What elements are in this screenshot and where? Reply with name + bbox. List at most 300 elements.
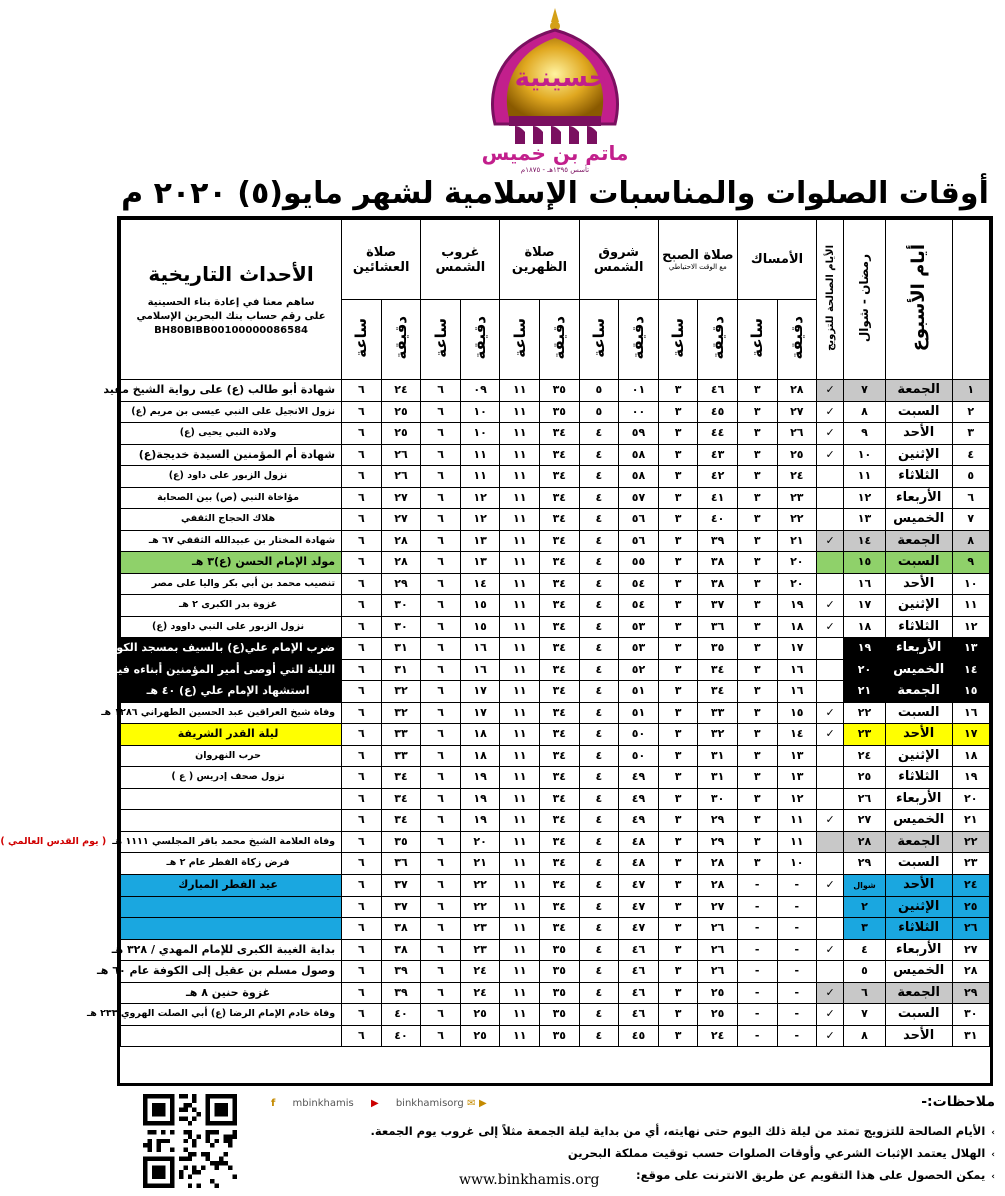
- sunrise-hour: ٤: [579, 1004, 619, 1026]
- sunrise-hour: ٤: [579, 509, 619, 531]
- marriage-mark: ✓: [817, 444, 844, 466]
- sunset-hour: ٦: [421, 509, 461, 531]
- isha-minute: ٣٩: [381, 961, 421, 983]
- isha-minute: ٣٩: [381, 982, 421, 1004]
- day-name: الجمعة: [885, 380, 952, 402]
- isha-minute: ٣٥: [381, 831, 421, 853]
- table-row: [121, 401, 990, 423]
- isha-minute: ٢٦: [381, 466, 421, 488]
- sunrise-hour: ٤: [579, 1025, 619, 1047]
- fajr-minute: ٤٢: [698, 466, 738, 488]
- imsak-hour: -: [737, 1004, 777, 1026]
- imsak-hour: ٣: [737, 788, 777, 810]
- sunset-minute: ٢٤: [460, 961, 500, 983]
- marriage-mark: [817, 961, 844, 983]
- day-name: الخميس: [885, 509, 952, 531]
- sunrise-hour: ٤: [579, 918, 619, 940]
- hijri-date: ١٧: [844, 595, 886, 617]
- row-number: ٧: [952, 509, 990, 531]
- header-imsak: الأمساك: [737, 220, 816, 300]
- isha-hour: ٦: [342, 724, 382, 746]
- dhuhr-minute: ٣٥: [540, 1025, 580, 1047]
- hijri-date: ٢: [844, 896, 886, 918]
- fajr-minute: ٣٨: [698, 552, 738, 574]
- sunrise-minute: ٥٥: [619, 552, 659, 574]
- sunrise-hour: ٤: [579, 874, 619, 896]
- day-name: الإثنين: [885, 444, 952, 466]
- sunrise-minute: ٤٥: [619, 1025, 659, 1047]
- sunset-hour: ٦: [421, 767, 461, 789]
- isha-hour: ٦: [342, 810, 382, 832]
- fajr-hour: ٣: [658, 380, 698, 402]
- sunset-minute: ١٩: [460, 810, 500, 832]
- table-row: [121, 831, 990, 853]
- dhuhr-minute: ٣٤: [540, 616, 580, 638]
- dhuhr-hour: ١١: [500, 681, 540, 703]
- fajr-minute: ٢٦: [698, 939, 738, 961]
- table-row: [121, 423, 990, 445]
- imsak-hour: ٣: [737, 724, 777, 746]
- hijri-date: ٢٠: [844, 659, 886, 681]
- sunrise-minute: ٠٠: [619, 401, 659, 423]
- dhuhr-minute: ٣٤: [540, 487, 580, 509]
- row-number: ١٠: [952, 573, 990, 595]
- table-row: [121, 788, 990, 810]
- row-number: ١٦: [952, 702, 990, 724]
- fajr-minute: ٢٩: [698, 810, 738, 832]
- dhuhr-minute: ٣٤: [540, 918, 580, 940]
- dhuhr-minute: ٣٤: [540, 896, 580, 918]
- sunset-minute: ١٨: [460, 745, 500, 767]
- table-row: [121, 380, 990, 402]
- event: فرض زكاة الفطر عام ٢ هـ: [121, 853, 342, 875]
- subheader-hour: ساعة: [342, 300, 382, 380]
- sunset-hour: ٦: [421, 401, 461, 423]
- header-sunrise: شروق الشمس: [579, 220, 658, 300]
- imsak-minute: ٢٣: [777, 487, 817, 509]
- subheader-hour: ساعة: [737, 300, 777, 380]
- isha-hour: ٦: [342, 573, 382, 595]
- dhuhr-minute: ٣٤: [540, 595, 580, 617]
- isha-hour: ٦: [342, 509, 382, 531]
- fajr-hour: ٣: [658, 982, 698, 1004]
- day-name: الجمعة: [885, 681, 952, 703]
- row-number: ١٤: [952, 659, 990, 681]
- dhuhr-hour: ١١: [500, 982, 540, 1004]
- fajr-hour: ٣: [658, 1025, 698, 1047]
- table-row: [121, 810, 990, 832]
- hijri-date: ١٤: [844, 530, 886, 552]
- dhuhr-hour: ١١: [500, 638, 540, 660]
- marriage-mark: ✓: [817, 939, 844, 961]
- imsak-hour: ٣: [737, 444, 777, 466]
- imsak-minute: -: [777, 1025, 817, 1047]
- sunset-hour: ٦: [421, 788, 461, 810]
- sunrise-minute: ٤٦: [619, 1004, 659, 1026]
- hijri-date: ٨: [844, 401, 886, 423]
- isha-hour: ٦: [342, 423, 382, 445]
- sunset-minute: ١٨: [460, 724, 500, 746]
- marriage-mark: ✓: [817, 530, 844, 552]
- marriage-mark: ✓: [817, 724, 844, 746]
- fajr-minute: ٣٤: [698, 659, 738, 681]
- sunrise-minute: ٥٧: [619, 487, 659, 509]
- fajr-hour: ٣: [658, 961, 698, 983]
- sunrise-minute: ٠١: [619, 380, 659, 402]
- fajr-minute: ٣٥: [698, 638, 738, 660]
- website-link[interactable]: www.binkhamis.org: [459, 1172, 600, 1188]
- fajr-hour: ٣: [658, 788, 698, 810]
- sunset-minute: ٢١: [460, 853, 500, 875]
- row-number: ١٩: [952, 767, 990, 789]
- hijri-date: ١١: [844, 466, 886, 488]
- dhuhr-hour: ١١: [500, 423, 540, 445]
- sunset-hour: ٦: [421, 702, 461, 724]
- event: شهادة أم المؤمنين السيدة خديجة(ع): [121, 444, 342, 466]
- table-row: [121, 444, 990, 466]
- isha-minute: ٤٠: [381, 1004, 421, 1026]
- fajr-hour: ٣: [658, 767, 698, 789]
- day-name: الخميس: [885, 810, 952, 832]
- event: [121, 788, 342, 810]
- dhuhr-minute: ٣٥: [540, 961, 580, 983]
- marriage-mark: [817, 767, 844, 789]
- sunset-minute: ١٥: [460, 595, 500, 617]
- event: نزول الزبور على النبي داوود (ع): [121, 616, 342, 638]
- dhuhr-hour: ١١: [500, 616, 540, 638]
- fajr-minute: ٢٨: [698, 853, 738, 875]
- row-number: ٢٧: [952, 939, 990, 961]
- social-handle-1[interactable]: ▶ ✉ f mbinkhamis: [271, 1098, 487, 1109]
- sunrise-minute: ٤٩: [619, 810, 659, 832]
- calendar-frame: [0, 216, 993, 1086]
- imsak-hour: -: [737, 874, 777, 896]
- sunrise-minute: ٥٣: [619, 638, 659, 660]
- sunset-minute: ١٩: [460, 788, 500, 810]
- isha-minute: ٣٧: [381, 896, 421, 918]
- dhuhr-hour: ١١: [500, 702, 540, 724]
- isha-hour: ٦: [342, 961, 382, 983]
- dhuhr-hour: ١١: [500, 487, 540, 509]
- table-row: [121, 896, 990, 918]
- imsak-hour: ٣: [737, 745, 777, 767]
- isha-hour: ٦: [342, 552, 382, 574]
- isha-hour: ٦: [342, 595, 382, 617]
- imsak-minute: -: [777, 982, 817, 1004]
- qr-code: [143, 1094, 237, 1188]
- hijri-date: شوال: [844, 874, 886, 896]
- imsak-hour: ٣: [737, 487, 777, 509]
- imsak-minute: ١٦: [777, 681, 817, 703]
- sunrise-hour: ٤: [579, 573, 619, 595]
- fajr-hour: ٣: [658, 896, 698, 918]
- day-name: الجمعة: [885, 982, 952, 1004]
- sunset-minute: ١٢: [460, 509, 500, 531]
- day-name: الإثنين: [885, 595, 952, 617]
- sunrise-hour: ٤: [579, 831, 619, 853]
- subheader-hour: ساعة: [500, 300, 540, 380]
- isha-minute: ٣٢: [381, 681, 421, 703]
- event: حرب النهروان: [121, 745, 342, 767]
- sunset-minute: ١٢: [460, 487, 500, 509]
- sunrise-minute: ٤٧: [619, 918, 659, 940]
- marriage-mark: ✓: [817, 423, 844, 445]
- dhuhr-minute: ٣٤: [540, 745, 580, 767]
- day-name: الخميس: [885, 961, 952, 983]
- marriage-mark: [817, 552, 844, 574]
- day-name: الثلاثاء: [885, 918, 952, 940]
- table-row: [121, 918, 990, 940]
- fajr-minute: ٣٧: [698, 595, 738, 617]
- imsak-minute: ١٢: [777, 788, 817, 810]
- event: [121, 918, 342, 940]
- hijri-date: ٨: [844, 1025, 886, 1047]
- imsak-minute: ٢٢: [777, 509, 817, 531]
- marriage-mark: [817, 681, 844, 703]
- sunrise-minute: ٤٦: [619, 939, 659, 961]
- isha-minute: ٣٨: [381, 939, 421, 961]
- isha-minute: ٣٦: [381, 853, 421, 875]
- hijri-date: ١٣: [844, 509, 886, 531]
- fajr-hour: ٣: [658, 702, 698, 724]
- sunrise-hour: ٤: [579, 681, 619, 703]
- sunrise-hour: ٤: [579, 595, 619, 617]
- dhuhr-hour: ١١: [500, 380, 540, 402]
- day-name: الأحد: [885, 874, 952, 896]
- isha-hour: ٦: [342, 831, 382, 853]
- sunrise-minute: ٥٦: [619, 509, 659, 531]
- marriage-mark: ✓: [817, 616, 844, 638]
- fajr-minute: ٣٤: [698, 681, 738, 703]
- dhuhr-minute: ٣٤: [540, 423, 580, 445]
- fajr-minute: ٢٥: [698, 982, 738, 1004]
- dhuhr-minute: ٣٤: [540, 788, 580, 810]
- sunrise-hour: ٥: [579, 380, 619, 402]
- sunset-hour: ٦: [421, 1004, 461, 1026]
- day-name: الأربعاء: [885, 788, 952, 810]
- imsak-hour: ٣: [737, 466, 777, 488]
- marriage-mark: [817, 853, 844, 875]
- event: نزول الزبور على داود (ع): [121, 466, 342, 488]
- isha-hour: ٦: [342, 767, 382, 789]
- isha-minute: ٤٠: [381, 1025, 421, 1047]
- imsak-minute: ١١: [777, 810, 817, 832]
- isha-hour: ٦: [342, 853, 382, 875]
- table-row: [121, 745, 990, 767]
- header-events: الأحداث التاريخية ساهم معنا في إعادة بناء الحسينية على رقم حساب بنك البحرين الإسلامي BH80BIBB00100000086584: [121, 220, 342, 380]
- sunset-minute: ٢٥: [460, 1025, 500, 1047]
- imsak-minute: -: [777, 896, 817, 918]
- fajr-minute: ٢٨: [698, 874, 738, 896]
- sunset-minute: ٠٩: [460, 380, 500, 402]
- dhuhr-hour: ١١: [500, 810, 540, 832]
- fajr-minute: ٤٣: [698, 444, 738, 466]
- imsak-minute: ٢٧: [777, 401, 817, 423]
- isha-minute: ٣٤: [381, 767, 421, 789]
- row-number: ٢٣: [952, 853, 990, 875]
- event: [121, 1025, 342, 1047]
- sunset-minute: ١٥: [460, 616, 500, 638]
- hijri-date: ١٨: [844, 616, 886, 638]
- row-number: ٤: [952, 444, 990, 466]
- note-2: ›الهلال يعتمد الإثبات الشرعي وأوقات الصلوات حسب توقيت مملكة البحرين: [567, 1146, 995, 1160]
- table-row: [121, 681, 990, 703]
- isha-hour: ٦: [342, 918, 382, 940]
- event: [121, 810, 342, 832]
- dhuhr-hour: ١١: [500, 1025, 540, 1047]
- dhuhr-hour: ١١: [500, 659, 540, 681]
- marriage-mark: ✓: [817, 401, 844, 423]
- isha-minute: ٢٤: [381, 380, 421, 402]
- table-row: [121, 573, 990, 595]
- imsak-minute: ١١: [777, 831, 817, 853]
- fajr-hour: ٣: [658, 530, 698, 552]
- imsak-hour: ٣: [737, 509, 777, 531]
- sunrise-hour: ٤: [579, 702, 619, 724]
- table-row: [121, 874, 990, 896]
- isha-hour: ٦: [342, 874, 382, 896]
- sunrise-minute: ٤٩: [619, 788, 659, 810]
- sunrise-hour: ٤: [579, 896, 619, 918]
- logo-established: تأسس ١٣٩٥هـ - ١٨٧٥م: [520, 166, 590, 174]
- day-name: السبت: [885, 853, 952, 875]
- sunrise-hour: ٥: [579, 401, 619, 423]
- dhuhr-minute: ٣٥: [540, 1004, 580, 1026]
- sunset-minute: ١٩: [460, 767, 500, 789]
- dhuhr-hour: ١١: [500, 1004, 540, 1026]
- sunrise-minute: ٥٢: [619, 659, 659, 681]
- sunrise-hour: ٤: [579, 810, 619, 832]
- marriage-mark: [817, 573, 844, 595]
- mosque-dome-logo: [465, 4, 645, 174]
- hijri-date: ١٥: [844, 552, 886, 574]
- isha-minute: ٢٥: [381, 423, 421, 445]
- subheader-hour: ساعة: [579, 300, 619, 380]
- marriage-mark: ✓: [817, 702, 844, 724]
- sunrise-hour: ٤: [579, 745, 619, 767]
- event: غزوة حنين ٨ هـ: [121, 982, 342, 1004]
- isha-hour: ٦: [342, 702, 382, 724]
- sunset-hour: ٦: [421, 616, 461, 638]
- sunrise-hour: ٤: [579, 961, 619, 983]
- imsak-minute: ١٥: [777, 702, 817, 724]
- event: ضرب الإمام علي(ع) بالسيف بمسجد الكوفة: [121, 638, 342, 660]
- imsak-hour: ٣: [737, 702, 777, 724]
- row-number: ١٧: [952, 724, 990, 746]
- sunset-hour: ٦: [421, 918, 461, 940]
- day-name: الأربعاء: [885, 487, 952, 509]
- imsak-hour: ٣: [737, 810, 777, 832]
- row-number: ١٣: [952, 638, 990, 660]
- imsak-minute: ١٧: [777, 638, 817, 660]
- note-3: ›يمكن الحصول على هذا التقويم عن طريق الانترنت على موقع:: [636, 1168, 995, 1182]
- day-name: الجمعة: [885, 530, 952, 552]
- isha-minute: ٢٩: [381, 573, 421, 595]
- imsak-hour: ٣: [737, 401, 777, 423]
- hijri-date: ٦: [844, 982, 886, 1004]
- sunrise-hour: ٤: [579, 724, 619, 746]
- sunrise-minute: ٤٩: [619, 767, 659, 789]
- dhuhr-minute: ٣٥: [540, 982, 580, 1004]
- row-number: ٢٢: [952, 831, 990, 853]
- fajr-minute: ٣١: [698, 745, 738, 767]
- row-number: ٢٦: [952, 918, 990, 940]
- fajr-minute: ٤٤: [698, 423, 738, 445]
- dhuhr-hour: ١١: [500, 724, 540, 746]
- sunrise-minute: ٤٧: [619, 896, 659, 918]
- marriage-mark: ✓: [817, 595, 844, 617]
- dhuhr-minute: ٣٤: [540, 509, 580, 531]
- fajr-hour: ٣: [658, 681, 698, 703]
- sunset-hour: ٦: [421, 831, 461, 853]
- day-name: الأحد: [885, 1025, 952, 1047]
- imsak-hour: ٣: [737, 767, 777, 789]
- sunset-minute: ٢٢: [460, 874, 500, 896]
- sunset-minute: ١١: [460, 444, 500, 466]
- isha-hour: ٦: [342, 1025, 382, 1047]
- fajr-hour: ٣: [658, 853, 698, 875]
- event: استشهاد الإمام علي (ع) ٤٠ هـ: [121, 681, 342, 703]
- marriage-mark: [817, 487, 844, 509]
- hijri-date: ١٢: [844, 487, 886, 509]
- dhuhr-minute: ٣٤: [540, 874, 580, 896]
- sunset-hour: ٦: [421, 961, 461, 983]
- fajr-hour: ٣: [658, 595, 698, 617]
- marriage-mark: [817, 659, 844, 681]
- isha-hour: ٦: [342, 681, 382, 703]
- dhuhr-hour: ١١: [500, 918, 540, 940]
- sunrise-hour: ٤: [579, 767, 619, 789]
- subheader-minute: دقيقة: [619, 300, 659, 380]
- isha-minute: ٣٠: [381, 595, 421, 617]
- fajr-hour: ٣: [658, 659, 698, 681]
- header-sunset: غروب الشمس: [421, 220, 500, 300]
- hijri-date: ٢٧: [844, 810, 886, 832]
- event: ولادة النبي يحيى (ع): [121, 423, 342, 445]
- social-handle-2[interactable]: ▶ binkhamisorg: [370, 1098, 464, 1109]
- fajr-minute: ٤١: [698, 487, 738, 509]
- isha-hour: ٦: [342, 982, 382, 1004]
- imsak-minute: ١٩: [777, 595, 817, 617]
- imsak-hour: ٣: [737, 530, 777, 552]
- fajr-minute: ٢٤: [698, 1025, 738, 1047]
- isha-hour: ٦: [342, 896, 382, 918]
- isha-minute: ٢٨: [381, 552, 421, 574]
- marriage-mark: [817, 745, 844, 767]
- table-row: [121, 1004, 990, 1026]
- header-marriage: الأيام الصالحة للتزويج: [817, 220, 844, 380]
- dhuhr-hour: ١١: [500, 853, 540, 875]
- dhuhr-hour: ١١: [500, 595, 540, 617]
- dhuhr-hour: ١١: [500, 896, 540, 918]
- row-number: ٢٠: [952, 788, 990, 810]
- marriage-mark: ✓: [817, 1025, 844, 1047]
- fajr-minute: ٢٦: [698, 961, 738, 983]
- subheader-hour: ساعة: [421, 300, 461, 380]
- dhuhr-hour: ١١: [500, 745, 540, 767]
- table-row: [121, 466, 990, 488]
- imsak-hour: ٣: [737, 380, 777, 402]
- sunset-minute: ٢٥: [460, 1004, 500, 1026]
- row-number: ١٢: [952, 616, 990, 638]
- hijri-date: ٢٤: [844, 745, 886, 767]
- day-name: الخميس: [885, 659, 952, 681]
- table-row: [121, 595, 990, 617]
- day-name: الثلاثاء: [885, 767, 952, 789]
- table-row: [121, 509, 990, 531]
- day-name: السبت: [885, 702, 952, 724]
- fajr-minute: ٤٦: [698, 380, 738, 402]
